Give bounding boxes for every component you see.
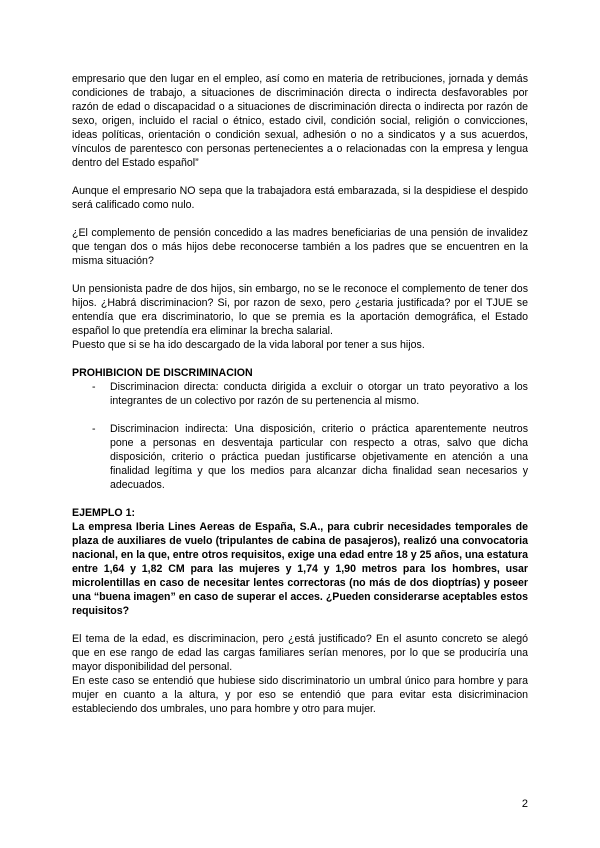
example-body: La empresa Iberia Lines Aereas de España, S.A., para cubrir necesidades temporales de plaza de auxiliares de vuelo (tripulantes de cabina de pasajeros), realizó una convocatoria nacional, en la que, entre otros requisitos, exige una edad entre 18 y 25 años, una estatura entre 1,64 y 1,82 CM para las mujeres y 1,74 y 1,90 metros para los hombres, usar microlentillas en caso de necesitar lentes correctoras (no más de dos dioptrías) y poseer una “buena imagen” en caso de superar el acces. ¿Pueden considerarse aceptables estos requisitos? xyxy=(72,521,528,617)
dash-bullet: - xyxy=(92,381,96,393)
paragraph-continuation: empresario que den lugar en el empleo, así como en materia de retribuciones, jornada y demás condiciones de trabajo, a situaciones de discriminación directa o indirecta desfavorables por razón de edad o discapacidad o a situaciones de discriminación directa o indirecta por razón de sexo, origen, incluido el racial o étnico, estado civil, condición social, religión o convicciones, ideas políticas, orientación o condición sexual, adhesión o no a sindicatos y a sus acuerdos, vínculos de parentesco con personas pertenecientes a o relacionadas con la empresa y lengua dentro del Estado español” xyxy=(72,73,528,169)
paragraph-question-pension: ¿El complemento de pensión concedido a las madres beneficiarias de una pensión de invalidez que tengan dos o más hijos debe reconocerse también a los padres que se encuentren en la misma situación? xyxy=(72,227,528,267)
list-item-directa xyxy=(72,380,528,408)
paragraph-edad: El tema de la edad, es discriminacion, pero ¿está justificado? En el asunto concreto se alegó que en ese rango de edad las cargas familiares serían menores, por lo que se produciría una mayor disponibilidad del personal. xyxy=(72,633,528,673)
page-number: 2 xyxy=(521,798,528,810)
list-spacer xyxy=(72,408,528,422)
paragraph-puesto: Puesto que si se ha ido descargado de la vida laboral por tener a sus hijos. xyxy=(72,339,425,351)
term-indirecta: Discriminacion indirecta: xyxy=(110,423,235,435)
dash-bullet: - xyxy=(92,423,96,435)
paragraph-umbral: En este caso se entendió que hubiese sido discriminatorio un umbral único para hombre y para mujer en cuanto a la altura, y por eso se entendió que para evitar esta disicriminacion estableciendo dos umbrales, uno para hombre y otro para mujer. xyxy=(72,675,528,715)
definitions-list xyxy=(72,380,528,492)
definition-indirecta: Una disposición, criterio o práctica aparentemente neutros pone a personas en desventaja particular con respecto a otras, salvo que dicha disposición, criterio o práctica puedan justificarse objetivamente en atención a una finalidad legítima y que los medios para alcanzar dicha finalidad sean necesarios y adecuados. xyxy=(110,423,528,491)
paragraph-pensionista: Un pensionista padre de dos hijos, sin embargo, no se le reconoce el complemento de tener dos hijos. ¿Habrá discriminacion? Si, por razon de sexo, pero ¿estaria justificada? por el TJUE se entendía que era discriminatorio, lo que se premia es la aportación demográfica, el Estado español lo que pretendía era eliminar la brecha salarial. xyxy=(72,283,528,337)
list-item-indirecta xyxy=(72,422,528,492)
section-heading: PROHIBICION DE DISCRIMINACION xyxy=(72,367,253,379)
example-title: EJEMPLO 1: xyxy=(72,507,135,519)
document-page xyxy=(72,72,528,716)
paragraph-embarazada: Aunque el empresario NO sepa que la trabajadora está embarazada, si la despidiese el despido será calificado como nulo. xyxy=(72,185,528,211)
definition-directa: conducta dirigida a excluir o otorgar un trato peyorativo a los integrantes de un colectivo por razón de su pertenencia al mismo. xyxy=(110,381,528,407)
term-directa: Discriminacion directa: xyxy=(110,381,224,393)
